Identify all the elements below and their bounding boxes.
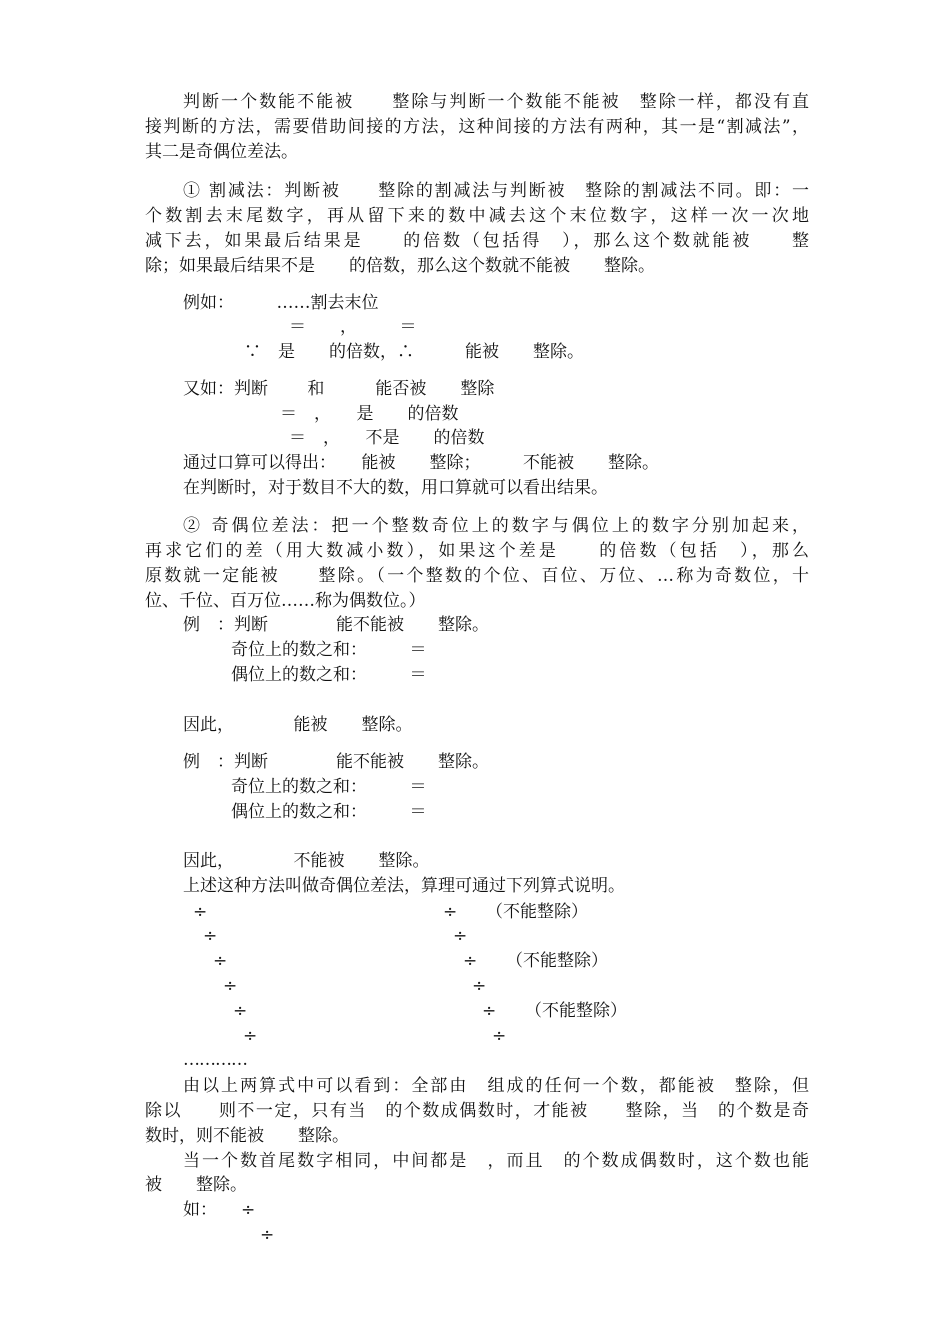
example3-line-1: 例 ：判断 能不能被 整除。	[183, 615, 489, 635]
conclusion-line-4: 当一个数首尾数字相同，中间都是 ，而且 的个数成偶数时，这个数也能	[183, 1151, 809, 1171]
formula-ellipsis: …………	[183, 1050, 247, 1070]
final-example-label: 如：	[183, 1200, 217, 1220]
formula-left-divide-5: ÷	[233, 1001, 248, 1021]
formula-left-divide-1: ÷	[193, 902, 208, 922]
formula-left-divide-3: ÷	[213, 951, 228, 971]
conclusion-line-3: 数时，则不能被 整除。	[145, 1126, 349, 1146]
method2-line-1: ② 奇偶位差法：把一个整数奇位上的数字与偶位上的数字分别加起来，	[183, 516, 809, 536]
conclusion-line-2: 除以 则不一定，只有当 的个数成偶数时，才能被 整除，当 的个数是奇	[145, 1101, 809, 1121]
example2-line-3: ＝ ， 不是 的倍数	[289, 428, 485, 448]
method1-line-2: 个数割去末尾数字，再从留下来的数中减去这个末位数字，这样一次一次地	[145, 206, 809, 226]
example2-line-2: ＝ ， 是 的倍数	[280, 404, 459, 424]
method1-line-4: 除；如果最后结果不是 的倍数，那么这个数就不能被 整除。	[145, 256, 655, 276]
intro-line-3: 其二是奇偶位差法。	[145, 142, 298, 162]
formulas-intro: 上述这种方法叫做奇偶位差法，算理可通过下列算式说明。	[183, 876, 625, 896]
example2-line-4: 通过口算可以得出： 能被 整除； 不能被 整除。	[183, 453, 659, 473]
method1-line-1: ① 割减法：判断被 整除的割减法与判断被 整除的割减法不同。即：一	[183, 181, 809, 201]
formula-left-divide-6: ÷	[243, 1026, 258, 1046]
formula-right-divide-5: ÷	[482, 1001, 497, 1021]
example2-line-5: 在判断时，对于数目不大的数，用口算就可以看出结果。	[183, 478, 608, 498]
example3-line-2: 奇位上的数之和： ＝	[231, 640, 427, 660]
example3-line-4: 因此， 能被 整除。	[183, 715, 413, 735]
example1-line-1: 例如： ……割去末位	[183, 293, 379, 313]
example1-line-2: ＝ ， ＝	[289, 317, 417, 337]
method1-line-3: 减下去，如果最后结果是 的倍数（包括得 ），那么这个数就能被 整	[145, 231, 809, 251]
intro-line-2: 接判断的方法，需要借助间接的方法，这种间接的方法有两种，其一是“割减法”，	[145, 117, 809, 137]
final-example-divide-2: ÷	[260, 1225, 275, 1245]
formula-right-divide-1: ÷	[443, 902, 458, 922]
formula-note-3: （不能整除）	[525, 1001, 627, 1021]
formula-left-divide-4: ÷	[223, 976, 238, 996]
method2-line-4: 位、千位、百万位……称为偶数位。）	[145, 591, 426, 611]
example1-line-3: ∵ 是 的倍数，∴ 能被 整除。	[244, 342, 584, 362]
example4-line-2: 奇位上的数之和： ＝	[231, 777, 427, 797]
intro-line-1: 判断一个数能不能被 整除与判断一个数能不能被 整除一样，都没有直	[183, 92, 809, 112]
formula-note-1: （不能整除）	[486, 902, 588, 922]
formula-left-divide-2: ÷	[203, 926, 218, 946]
formula-right-divide-2: ÷	[453, 926, 468, 946]
conclusion-line-1: 由以上两算式中可以看到：全部由 组成的任何一个数，都能被 整除，但	[183, 1076, 809, 1096]
example4-line-4: 因此， 不能被 整除。	[183, 851, 430, 871]
method2-line-3: 原数就一定能被 整除。（一个整数的个位、百位、万位、…称为奇数位，十	[145, 566, 809, 586]
example3-line-3: 偶位上的数之和： ＝	[231, 665, 427, 685]
example4-line-1: 例 ：判断 能不能被 整除。	[183, 752, 489, 772]
conclusion-line-5: 被 整除。	[145, 1175, 247, 1195]
formula-right-divide-4: ÷	[472, 976, 487, 996]
formula-right-divide-6: ÷	[492, 1026, 507, 1046]
final-example-divide-1: ÷	[241, 1200, 256, 1220]
example4-line-3: 偶位上的数之和： ＝	[231, 802, 427, 822]
formula-note-2: （不能整除）	[506, 951, 608, 971]
method2-line-2: 再求它们的差（用大数减小数），如果这个差是 的倍数（包括 ），那么	[145, 541, 809, 561]
formula-right-divide-3: ÷	[463, 951, 478, 971]
example2-line-1: 又如：判断 和 能否被 整除	[183, 379, 495, 399]
